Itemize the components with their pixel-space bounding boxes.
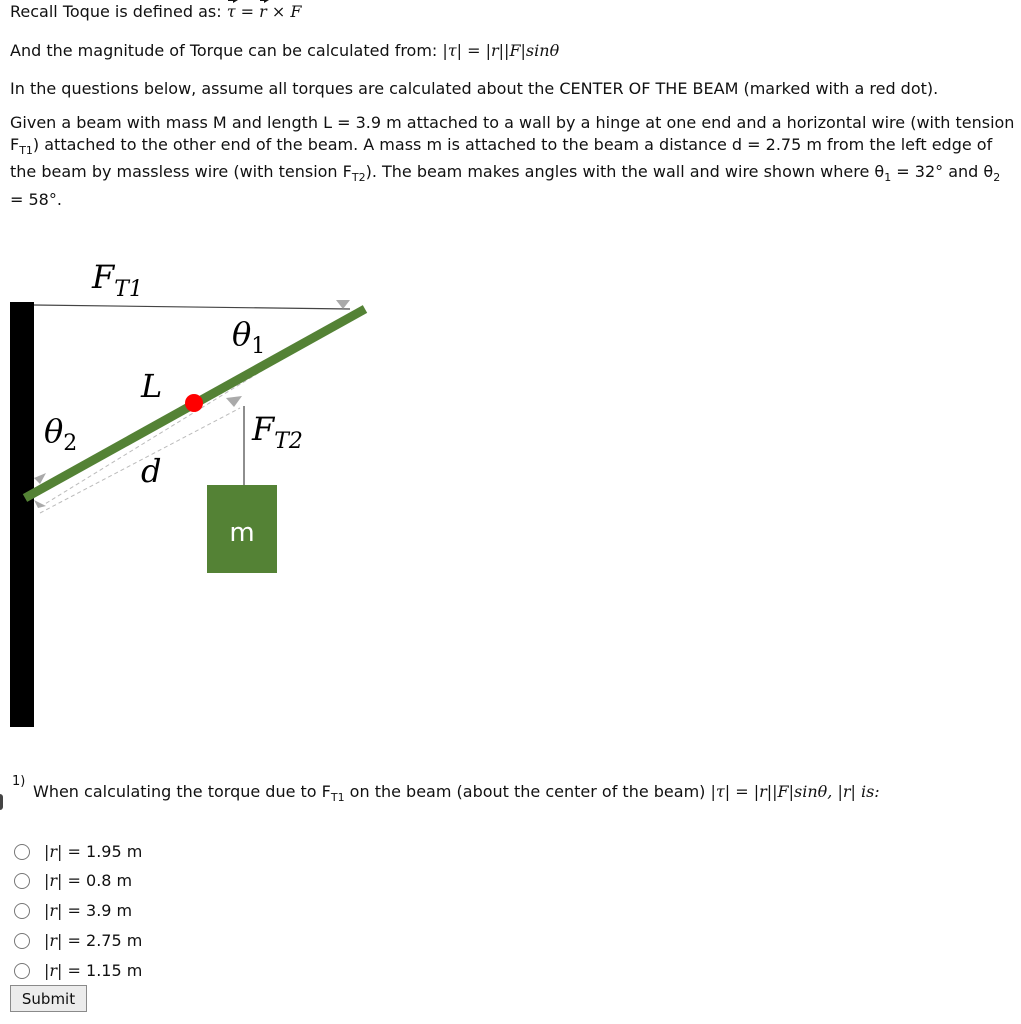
problem-sub-4: 2: [993, 171, 1001, 185]
option-value: 3.9 m: [86, 901, 133, 920]
option-value: 1.95 m: [86, 842, 143, 861]
ft2-label: $F_{T2}$: [252, 410, 303, 454]
torque-definition-text: Recall Toque is defined as:: [10, 2, 222, 21]
r-vector: r: [259, 2, 267, 21]
torque-formula: [227, 2, 302, 21]
radio-button[interactable]: [14, 844, 30, 860]
beam-diagram: [0, 210, 420, 740]
option-prefix: |r| =: [44, 901, 81, 920]
radio-button[interactable]: [14, 903, 30, 919]
option-prefix: |r| =: [44, 842, 81, 861]
option-value: 2.75 m: [86, 931, 143, 950]
mass-label: m: [229, 518, 255, 548]
length-label: L: [141, 367, 163, 405]
problem-part-5: = 58°.: [10, 189, 62, 209]
answer-option-1[interactable]: [14, 842, 142, 861]
tau-vector: τ: [226, 2, 236, 21]
torque-magnitude-formula: |τ| = |r||F|sinθ: [442, 41, 560, 60]
answer-option-5[interactable]: [14, 961, 142, 980]
wall: [10, 302, 34, 727]
answer-option-4[interactable]: [14, 931, 142, 950]
question-number: 1): [12, 774, 26, 789]
option-prefix: |r| =: [44, 871, 81, 890]
radio-button[interactable]: [14, 963, 30, 979]
torque-magnitude-text: And the magnitude of Torque can be calculated from:: [10, 41, 438, 60]
question-text-sub: T1: [330, 791, 345, 805]
hinge-marker-bottom: [34, 500, 46, 508]
option-value: 0.8 m: [86, 871, 133, 890]
question-text-a: When calculating the torque due to F: [33, 782, 331, 801]
equals-sign: =: [240, 2, 255, 21]
distance-arrow: [226, 396, 242, 407]
problem-statement: [10, 112, 1015, 210]
ft1-label: $F_{T1}$: [92, 258, 143, 302]
problem-part-2: ) attached to the other end of the beam. A mass m is attached to the beam a distance d = 2.75 m from the left edge of the beam by massless wire (with tension F: [10, 134, 993, 182]
option-value: 1.15 m: [86, 961, 143, 980]
problem-sub-2: T2: [351, 171, 366, 185]
problem-sub-1: T1: [19, 143, 33, 157]
option-prefix: |r| =: [44, 931, 81, 950]
problem-sub-3: 1: [884, 171, 892, 185]
theta2-label: $\theta_2$: [44, 412, 78, 456]
cross-sign: ×: [271, 2, 286, 21]
question-formula: |τ| = |r||F|sinθ, |r| is:: [710, 782, 880, 801]
answer-option-3[interactable]: [14, 901, 132, 920]
radio-button[interactable]: [14, 873, 30, 889]
answer-option-2[interactable]: [14, 871, 132, 890]
problem-part-3: ). The beam makes angles with the wall and wire shown where θ: [365, 162, 885, 182]
torque-definition: [10, 2, 302, 21]
f-vector: F: [290, 2, 302, 21]
question-text-b: on the beam (about the center of the beam): [344, 782, 706, 801]
option-prefix: |r| =: [44, 961, 81, 980]
assumption-text: In the questions below, assume all torques are calculated about the CENTER OF THE BEAM (marked with a red dot).: [10, 79, 939, 98]
submit-button[interactable]: Submit: [10, 985, 87, 1012]
problem-part-1: Given a beam with mass M and length L = 3.9 m attached to a wall by a hinge at one end and a horizontal wire (with tension F: [10, 113, 1015, 154]
wire-angle-marker: [336, 300, 350, 309]
horizontal-wire: [34, 305, 350, 309]
theta1-label: $\theta_1$: [232, 315, 266, 359]
problem-part-4: = 32° and θ: [891, 162, 994, 182]
beam-center-dot: [185, 394, 203, 412]
distance-label: d: [141, 452, 162, 490]
radio-button[interactable]: [14, 933, 30, 949]
question-marker: [0, 794, 3, 810]
question-text: [33, 782, 880, 804]
torque-magnitude: [10, 41, 559, 60]
